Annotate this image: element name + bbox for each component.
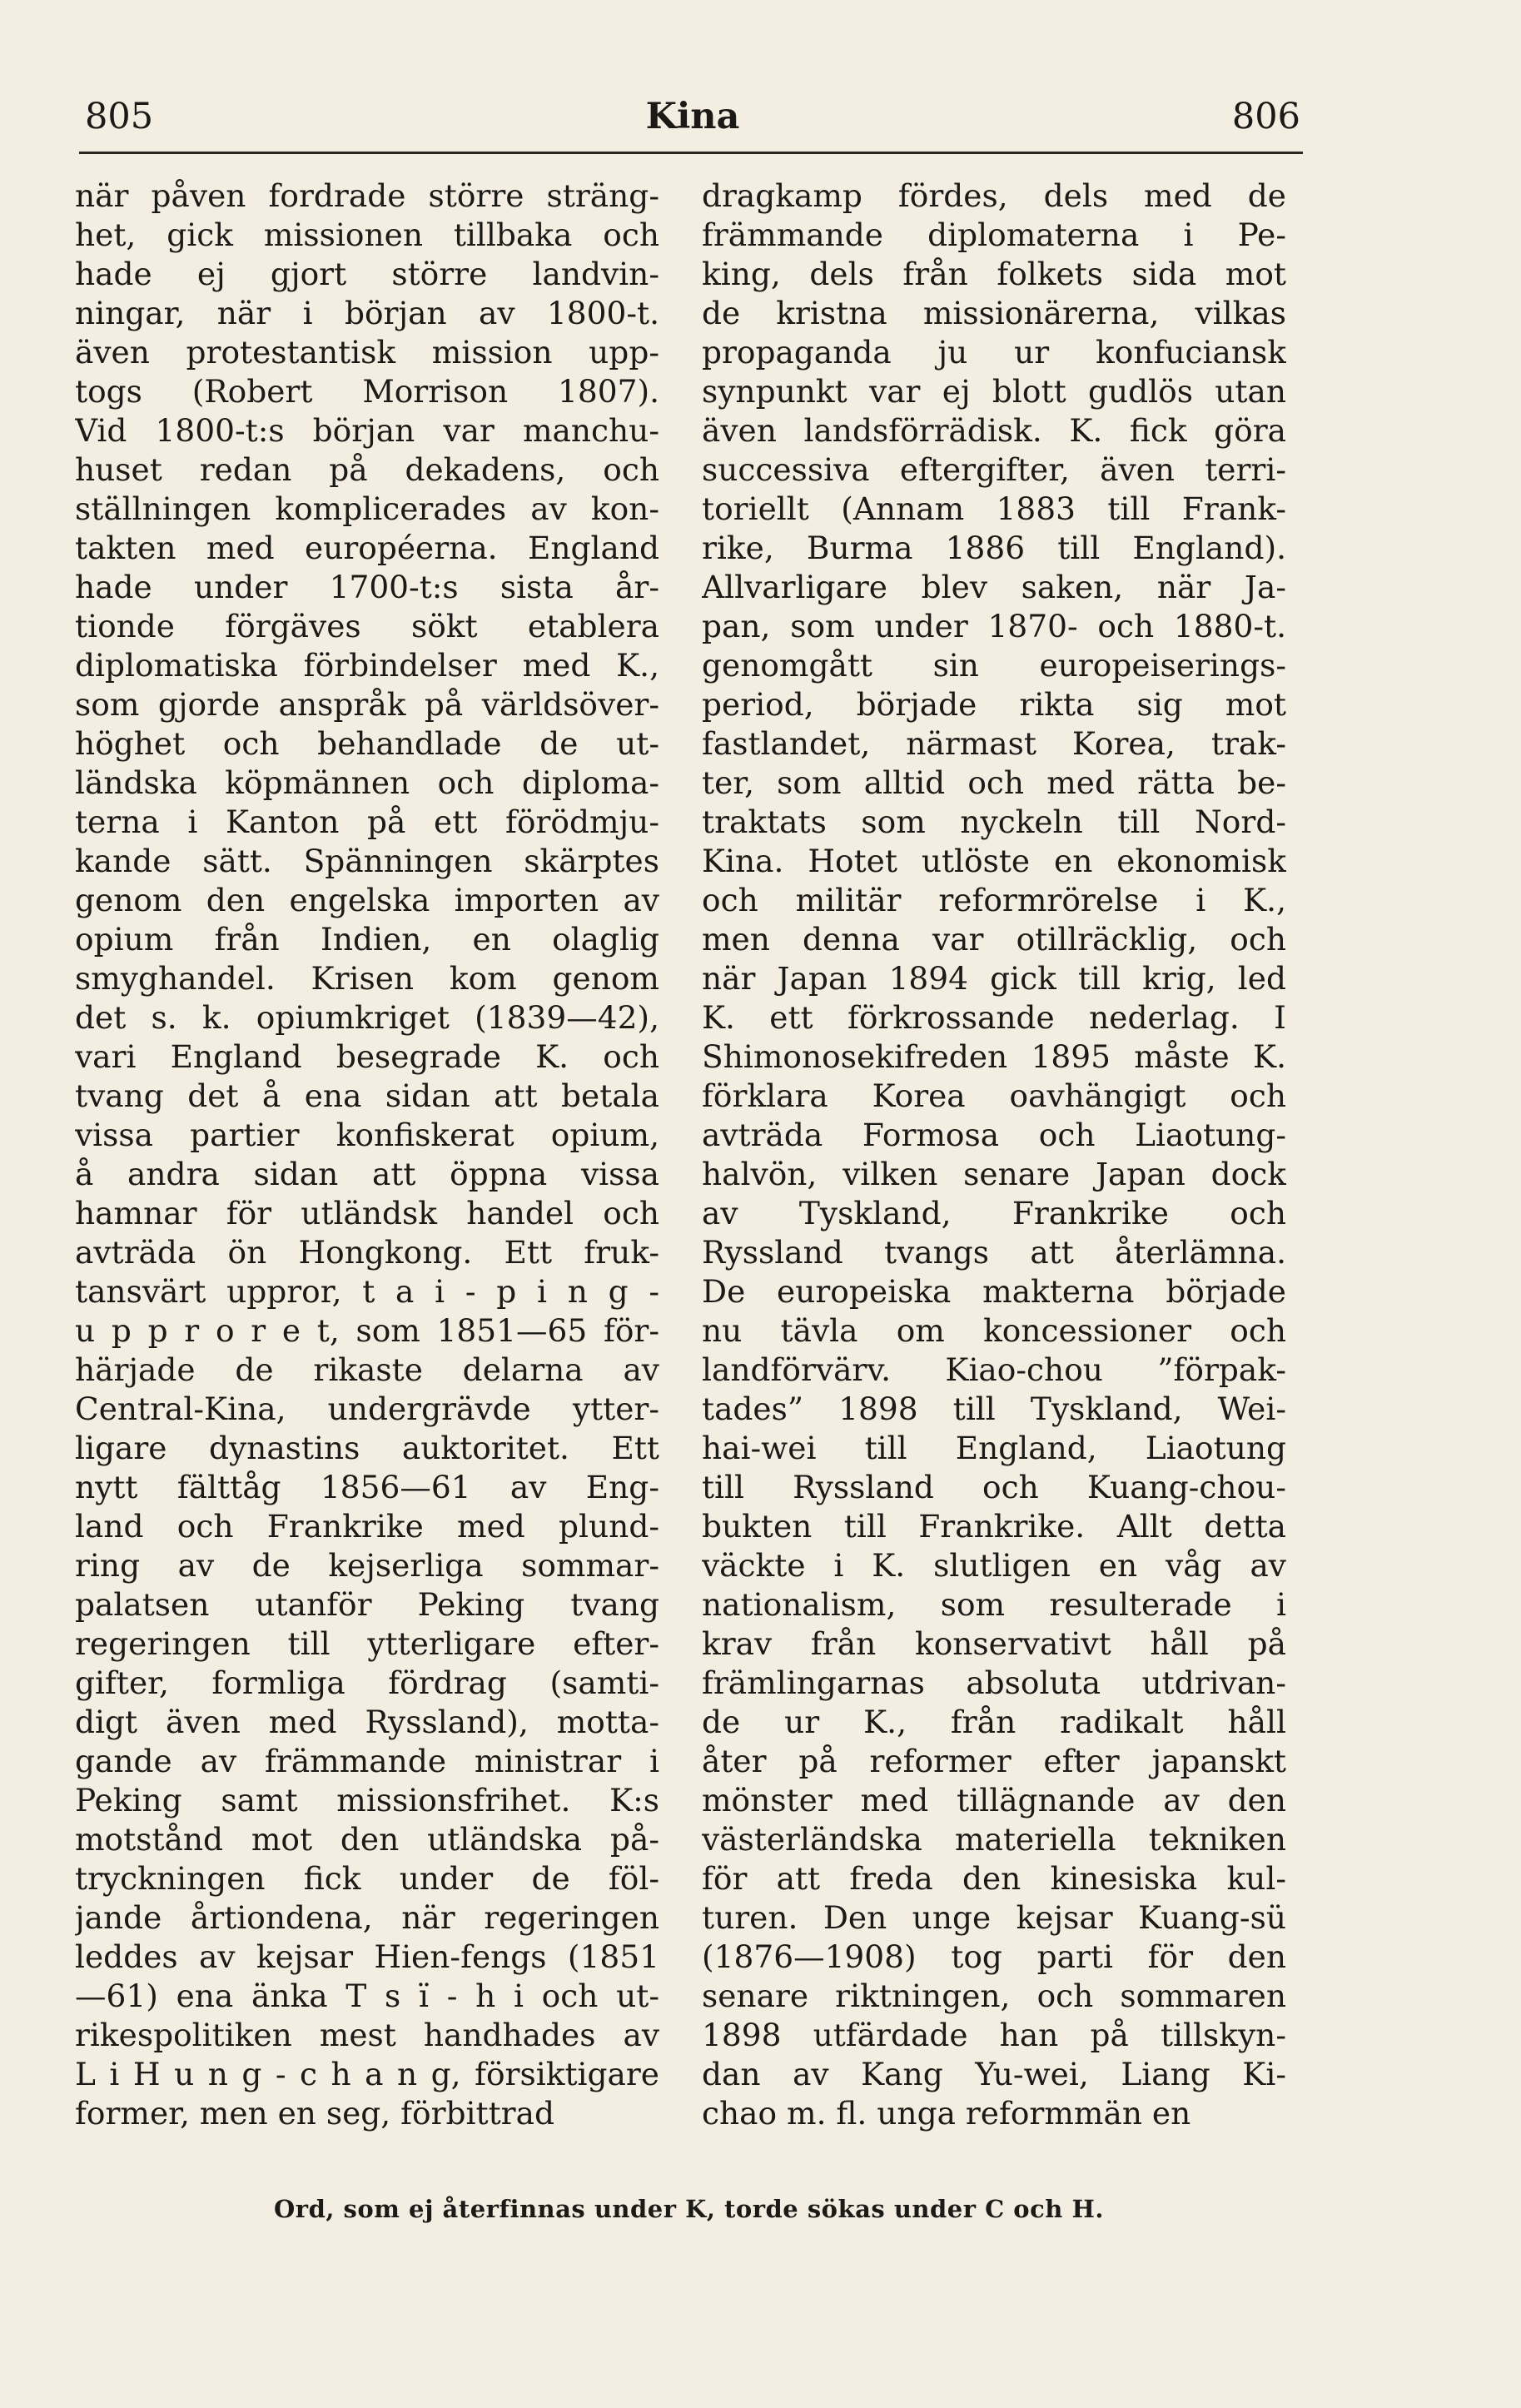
running-title: Kina (645, 96, 740, 137)
text-line: terna i Kanton på ett förödmju- (75, 803, 659, 840)
text-line: diplomatiska förbindelser med K., (75, 647, 659, 684)
text-line: tionde förgäves sökt etablera (75, 608, 659, 644)
text-line: Ryssland tvangs att återlämna. (702, 1234, 1286, 1271)
text-line: former, men en seg, förbittrad (75, 2095, 554, 2132)
text-line: fastlandet, närmast Korea, trak- (702, 725, 1286, 762)
header-rule (79, 152, 1303, 154)
text-line: Shimonosekifreden 1895 måste K. (702, 1038, 1286, 1075)
text-line: som gjorde anspråk på världsöver- (75, 686, 659, 723)
text-line: vari England besegrade K. och (75, 1038, 659, 1075)
text-line: digt även med Ryssland), motta- (75, 1704, 659, 1740)
text-line: mönster med tillägnande av den (702, 1782, 1286, 1818)
text-line: jande årtiondena, när regeringen (75, 1899, 659, 1936)
text-line: höghet och behandlade de ut- (75, 725, 659, 762)
text-line: Vid 1800-t:s början var manchu- (75, 412, 659, 449)
text-line: Kina. Hotet utlöste en ekonomisk (702, 843, 1286, 879)
text-line: bukten till Frankrike. Allt detta (702, 1508, 1286, 1545)
text-line: även protestantisk mission upp- (75, 334, 659, 371)
text-line: dan av Kang Yu-wei, Liang Ki- (702, 2056, 1286, 2092)
text-line: leddes av kejsar Hien-fengs (1851 (75, 1938, 659, 1975)
text-line: ländska köpmännen och diploma- (75, 764, 659, 801)
text-line: u p p r o r e t, som 1851—65 för- (75, 1312, 659, 1349)
text-line: smyghandel. Krisen kom genom (75, 960, 659, 997)
text-line: ligare dynastins auktoritet. Ett (75, 1430, 659, 1466)
page-number-left: 805 (85, 96, 154, 137)
text-line: det s. k. opiumkriget (1839—42), (75, 999, 659, 1036)
text-line: regeringen till ytterligare efter- (75, 1625, 659, 1662)
text-line: chao m. fl. unga reformmän en (702, 2095, 1191, 2132)
text-line: tansvärt uppror, t a i - p i n g - (75, 1273, 659, 1310)
text-line: toriellt (Annam 1883 till Frank- (702, 490, 1286, 527)
text-line: hade ej gjort större landvin- (75, 256, 659, 292)
text-line: avträda Formosa och Liaotung- (702, 1117, 1286, 1153)
text-line: västerländska materiella tekniken (702, 1821, 1286, 1858)
text-line: ningar, när i början av 1800-t. (75, 295, 659, 331)
text-line: senare riktningen, och sommaren (702, 1978, 1286, 2014)
text-line: och militär reformrörelse i K., (702, 882, 1286, 918)
text-line: krav från konservativt håll på (702, 1625, 1286, 1662)
text-line: för att freda den kinesiska kul- (702, 1860, 1286, 1897)
text-line: tryckningen fick under de föl- (75, 1860, 659, 1897)
text-line: hamnar för utländsk handel och (75, 1195, 659, 1231)
text-line: Central-Kina, undergrävde ytter- (75, 1391, 659, 1427)
text-line: —61) ena änka T s ï - h i och ut- (75, 1978, 659, 2014)
page-header (85, 87, 1300, 146)
text-line: rikespolitiken mest handhades av (75, 2017, 659, 2053)
text-line: turen. Den unge kejsar Kuang-sü (702, 1899, 1286, 1936)
text-line: rike, Burma 1886 till England). (702, 530, 1286, 566)
text-line: palatsen utanför Peking tvang (75, 1586, 659, 1623)
text-line: väckte i K. slutligen en våg av (702, 1547, 1286, 1584)
text-line: halvön, vilken senare Japan dock (702, 1156, 1286, 1192)
text-line: (1876—1908) tog parti för den (702, 1938, 1286, 1975)
text-line: av Tyskland, Frankrike och (702, 1195, 1286, 1231)
text-line: Peking samt missionsfrihet. K:s (75, 1782, 659, 1818)
text-line: successiva eftergifter, även terri- (702, 451, 1286, 488)
text-line: land och Frankrike med plund- (75, 1508, 659, 1545)
text-line: pan, som under 1870- och 1880-t. (702, 608, 1286, 644)
text-line: huset redan på dekadens, och (75, 451, 659, 488)
text-line: tvang det å ena sidan att betala (75, 1077, 659, 1114)
text-line: när Japan 1894 gick till krig, led (702, 960, 1286, 997)
text-line: genomgått sin europeiserings- (702, 647, 1286, 684)
text-line: vissa partier konfiskerat opium, (75, 1117, 659, 1153)
text-line: hade under 1700-t:s sista år- (75, 569, 659, 605)
text-line: De europeiska makterna började (702, 1273, 1286, 1310)
text-line: de ur K., från radikalt håll (702, 1704, 1286, 1740)
page-number-right: 806 (1231, 96, 1300, 137)
text-line: nytt fälttåg 1856—61 av Eng- (75, 1469, 659, 1505)
text-line: opium från Indien, en olaglig (75, 921, 659, 958)
text-line: L i H u n g - c h a n g, försiktigare (75, 2056, 659, 2092)
text-line: genom den engelska importen av (75, 882, 659, 918)
text-line: gifter, formliga fördrag (samti- (75, 1664, 659, 1701)
text-line: dragkamp fördes, dels med de (702, 177, 1286, 214)
text-line: avträda ön Hongkong. Ett fruk- (75, 1234, 659, 1271)
text-line: Allvarligare blev saken, när Ja- (702, 569, 1286, 605)
text-line: propaganda ju ur konfuciansk (702, 334, 1286, 371)
text-line: till Ryssland och Kuang-chou- (702, 1469, 1286, 1505)
text-line: togs (Robert Morrison 1807). (75, 373, 659, 410)
text-line: ring av de kejserliga sommar- (75, 1547, 659, 1584)
text-line: kande sätt. Spänningen skärptes (75, 843, 659, 879)
text-line: de kristna missionärerna, vilkas (702, 295, 1286, 331)
text-line: ter, som alltid och med rätta be- (702, 764, 1286, 801)
text-line: 1898 utfärdade han på tillskyn- (702, 2017, 1286, 2053)
text-line: åter på reformer efter japanskt (702, 1743, 1286, 1779)
text-line: nationalism, som resulterade i (702, 1586, 1286, 1623)
text-column-right (702, 177, 1286, 2133)
text-line: K. ett förkrossande nederlag. I (702, 999, 1286, 1036)
text-line: ställningen komplicerades av kon- (75, 490, 659, 527)
text-line: king, dels från folkets sida mot (702, 256, 1286, 292)
text-line: men denna var otillräcklig, och (702, 921, 1286, 958)
text-line: förklara Korea oavhängigt och (702, 1077, 1286, 1114)
text-line: landförvärv. Kiao-chou ”förpak- (702, 1351, 1286, 1388)
text-line: å andra sidan att öppna vissa (75, 1156, 659, 1192)
text-line: het, gick missionen tillbaka och (75, 216, 659, 253)
text-line: när påven fordrade större sträng- (75, 177, 659, 214)
text-column-left (75, 177, 659, 2133)
text-line: hai-wei till England, Liaotung (702, 1430, 1286, 1466)
text-line: motstånd mot den utländska på- (75, 1821, 659, 1858)
text-line: främlingarnas absoluta utdrivan- (702, 1664, 1286, 1701)
footer-note: Ord, som ej återfinnas under K, torde sökas under C och H. (274, 2195, 1104, 2223)
text-line: även landsförrädisk. K. fick göra (702, 412, 1286, 449)
text-line: tades” 1898 till Tyskland, Wei- (702, 1391, 1286, 1427)
text-line: takten med européerna. England (75, 530, 659, 566)
text-line: period, började rikta sig mot (702, 686, 1286, 723)
text-line: traktats som nyckeln till Nord- (702, 803, 1286, 840)
text-line: främmande diplomaterna i Pe- (702, 216, 1286, 253)
text-line: härjade de rikaste delarna av (75, 1351, 659, 1388)
text-line: nu tävla om koncessioner och (702, 1312, 1286, 1349)
text-line: gande av främmande ministrar i (75, 1743, 659, 1779)
text-line: synpunkt var ej blott gudlös utan (702, 373, 1286, 410)
